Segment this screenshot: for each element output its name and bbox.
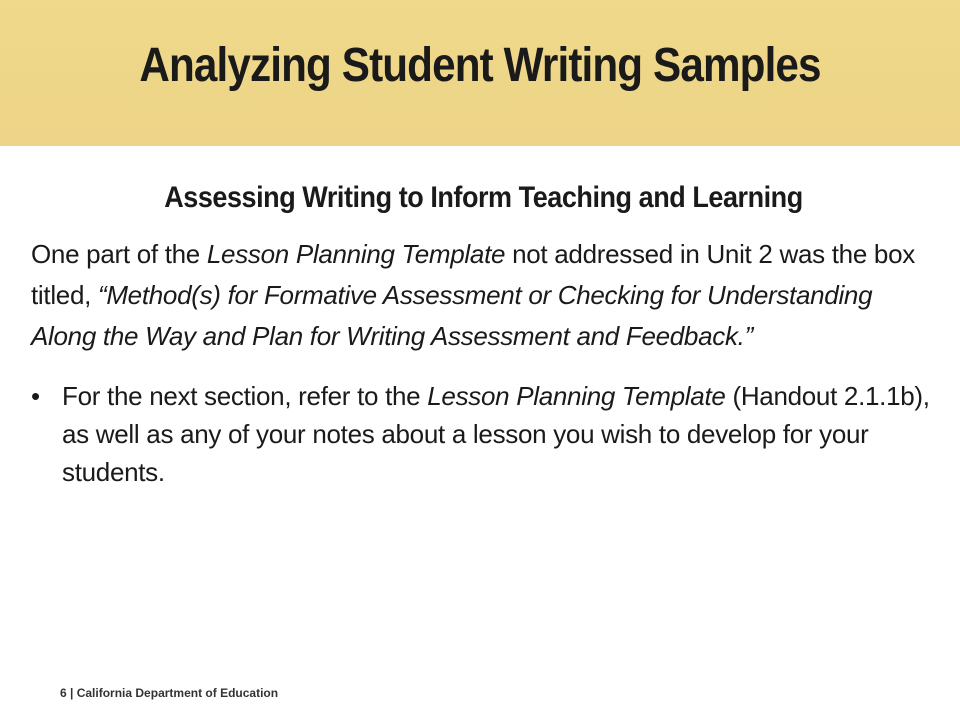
bullet-marker: • [31,381,40,411]
intro-text-2: not addressed in Unit 2 was the box titled, [31,239,915,310]
slide-content [31,176,936,491]
list-item [31,377,936,491]
footer-separator: | [66,686,77,700]
slide-subtitle: Assessing Writing to Inform Teaching and Learning [164,181,803,214]
bullet-text-2: (Handout 2.1.1b), as well as any of your notes about a lesson you wish to develop for your students. [62,381,930,487]
title-band [0,0,960,146]
intro-text-1: One part of the [31,239,207,269]
page-number: 6 [60,686,67,700]
intro-italic-box-title: “Method(s) for Formative Assessment or Checking for Understanding Along the Way and Plan for Writing Assessment and Feedback.” [31,280,873,351]
slide-title: Analyzing Student Writing Samples [139,39,821,92]
footer-organization: California Department of Education [76,686,279,700]
bullet-text-1: For the next section, refer to the [62,381,428,411]
bullet-italic-template-name: Lesson Planning Template [427,381,726,411]
intro-paragraph [31,234,936,357]
footer [60,686,278,700]
bullet-list [31,377,936,491]
intro-italic-template-name: Lesson Planning Template [206,239,506,269]
